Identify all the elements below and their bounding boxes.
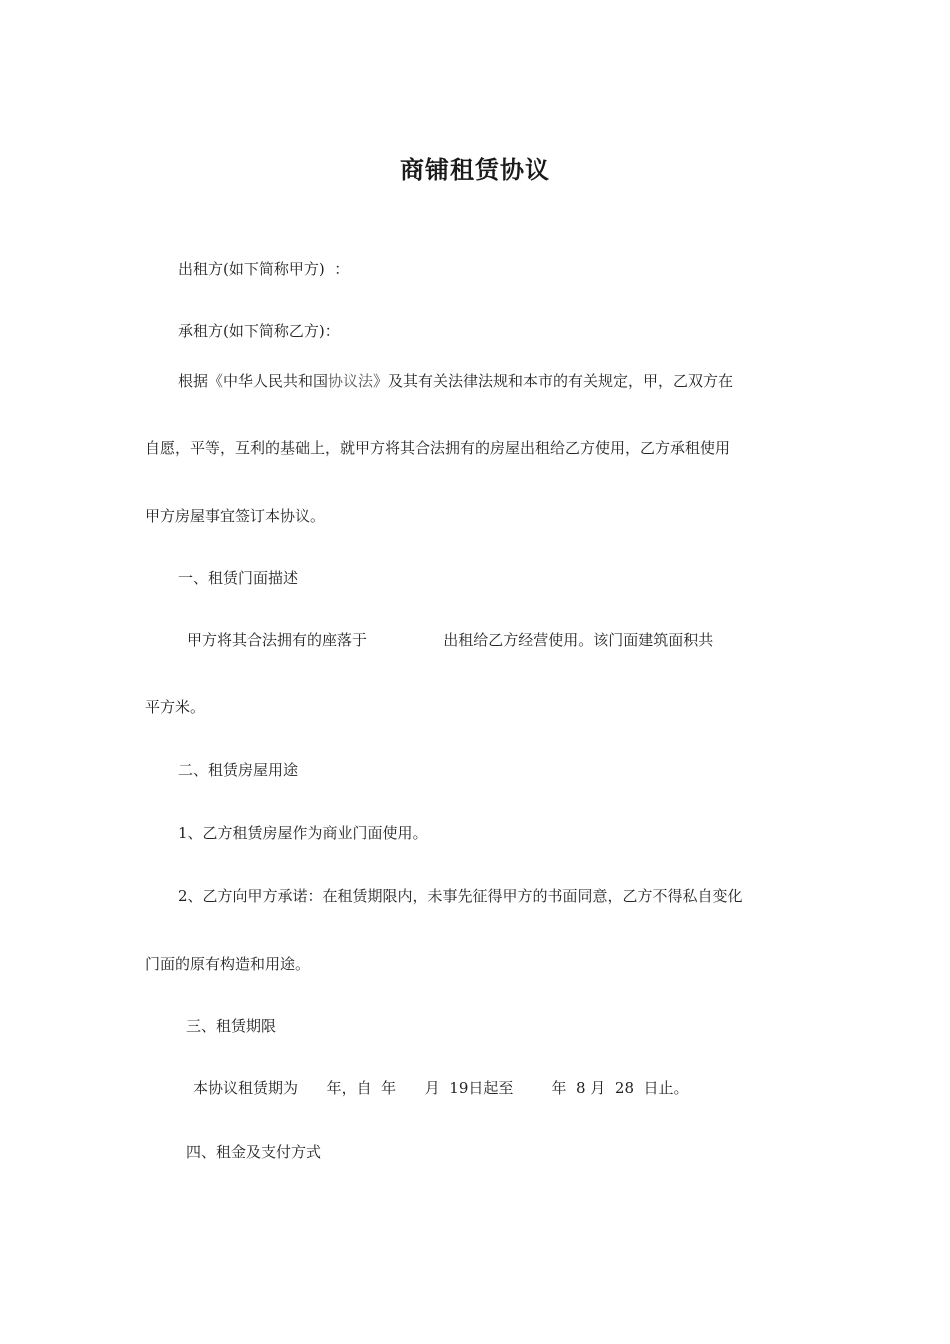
lessor-line: 出租方(如下简称甲方) ： [178,260,350,278]
section-2-item-2-line-1: 2、乙方向甲方承诺：在租赁期限内，未事先征得甲方的书面同意，乙方不得私自变化 [178,887,743,905]
section-4-heading: 四、租金及支付方式 [186,1143,322,1161]
section-2-item-1: 1、乙方租赁房屋作为商业门面使用。 [178,824,428,842]
preamble-line-2: 自愿，平等，互利的基础上，就甲方将其合法拥有的房屋出租给乙方使用，乙方承租使用 [145,439,731,457]
contract-law-reference: 协议法 [328,372,374,390]
lessee-line: 承租方(如下简称乙方)： [178,322,340,340]
preamble-suffix: 》及其有关法律法规和本市的有关规定，甲，乙双方在 [373,372,734,390]
section-2-heading: 二、租赁房屋用途 [178,761,299,779]
preamble-line-3: 甲方房屋事宜签订本协议。 [145,507,326,525]
section-1-line-1: 甲方将其合法拥有的座落于 出租给乙方经营使用。该门面建筑面积共 [187,631,714,649]
document-title: 商铺租赁协议 [400,156,550,184]
preamble-prefix: 根据《中华人民共和国 [178,372,329,390]
section-1-line-2: 平方米。 [145,698,206,716]
section-1-heading: 一、租赁门面描述 [178,569,299,587]
section-2-item-2-line-2: 门面的原有构造和用途。 [145,955,311,973]
section-3-line-1: 本协议租赁期为 年，自 年 月 19日起至 年 8 月 28 日止。 [193,1079,689,1097]
preamble-line-1 [178,370,733,392]
section-3-heading: 三、租赁期限 [186,1017,277,1035]
